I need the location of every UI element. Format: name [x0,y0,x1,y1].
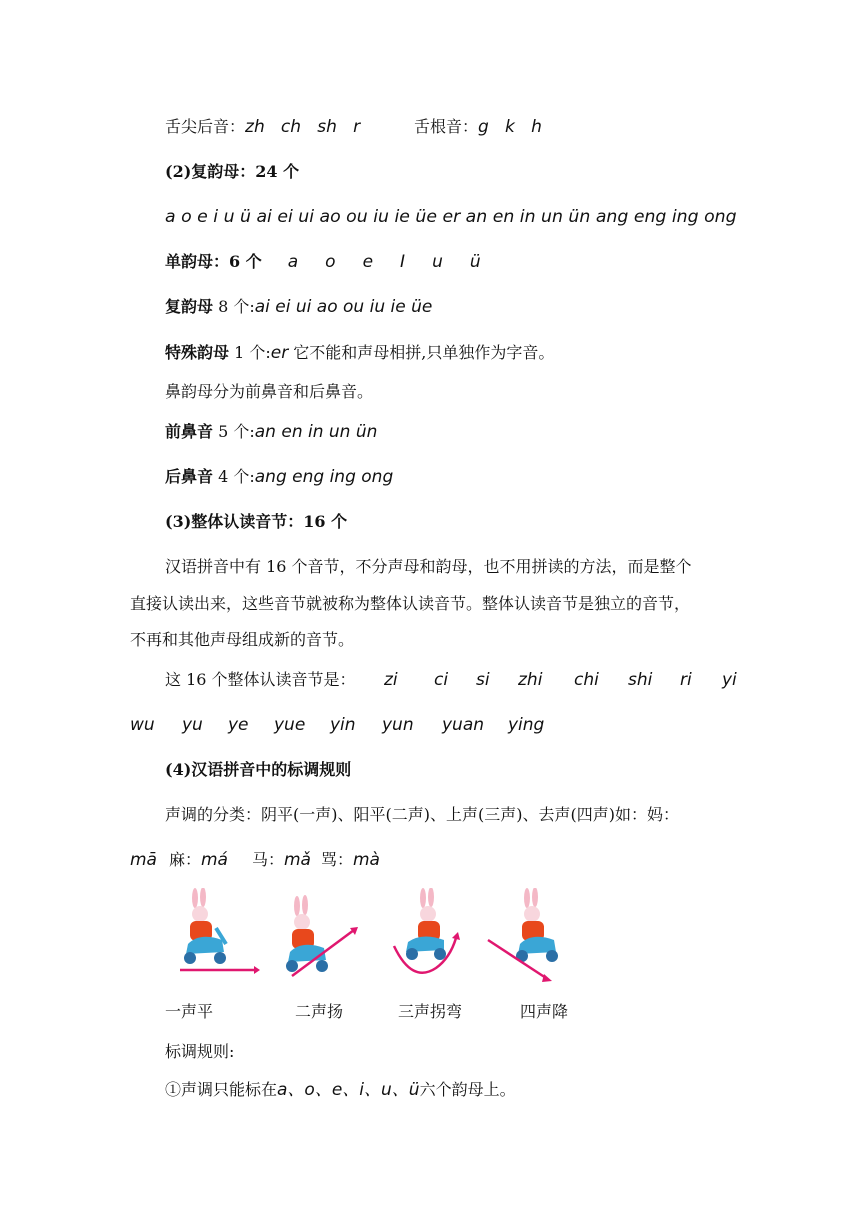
syllable: ye [228,715,249,735]
syllable: zhi [518,670,543,690]
paragraph-line-1: 汉语拼音中有 16 个音节，不分声母和韵母，也不用拼读的方法，而是整个 [165,557,692,576]
heading-whole-syllables: (3)整体认读音节：16 个 [165,512,348,531]
line-compound-finals: 复韵母 8 个:ai ei ui ao ou iu ie üe [165,297,433,317]
syllable: yi [722,670,737,690]
syllable: ying [508,715,545,735]
syllables-intro: 这 16 个整体认读音节是： [165,670,356,689]
syllables-row-1 [384,668,737,692]
syllable: si [476,670,490,690]
line-simple-finals: 单韵母：6 个 a o e I u ü [165,252,481,272]
syllables-row-2 [130,713,544,737]
tone-rule-1: ①声调只能标在a、o、e、i、u、ü六个韵母上。 [165,1080,516,1100]
caption-tone-3: 三声拐弯 [398,1002,463,1021]
line-front-nasal: 前鼻音 5 个:an en in un ün [165,422,378,442]
syllable: yun [382,715,414,735]
heading-tone-rules: (4)汉语拼音中的标调规则 [165,760,352,779]
line-retroflex: 舌尖后音：zh ch sh r [165,117,361,137]
caption-tone-1: 一声平 [165,1002,214,1021]
bunny-scooter-icon [516,888,558,962]
syllable: yin [330,715,356,735]
tone-3-illustration [380,888,470,984]
caption-tone-4: 四声降 [520,1002,569,1021]
syllable: ri [680,670,692,690]
tone-4-illustration [484,888,574,984]
tone-2-illustration [268,888,358,984]
paragraph-line-3: 不再和其他声母组成新的音节。 [130,630,355,649]
tone-rules-label: 标调规则: [165,1042,235,1061]
syllable: wu [130,715,155,735]
tone-examples: mā 麻：má 马：mǎ 骂：mà [130,850,380,870]
syllable: yu [182,715,203,735]
syllable: chi [574,670,599,690]
heading-compound-finals: (2)复韵母：24 个 [165,162,300,181]
line-nasal-intro: 鼻韵母分为前鼻音和后鼻音。 [165,382,374,401]
bunny-scooter-icon [406,888,446,960]
syllable: ci [434,670,449,690]
line-special-final: 特殊韵母 1 个:er 它不能和声母相拼,只单独作为字音。 [165,343,555,363]
syllable: yue [274,715,306,735]
paragraph-line-2: 直接认读出来，这些音节就被称为整体认读音节。整体认读音节是独立的音节， [130,594,691,613]
bunny-scooter-icon [184,888,226,964]
bunny-scooter-icon [286,895,328,972]
tone-1-illustration [170,888,260,984]
syllable: zi [384,670,398,690]
finals-list: a o e i u ü ai ei ui ao ou iu ie üe er an en in un ün ang eng ing ong [165,207,737,227]
syllable: yuan [442,715,485,735]
syllable: shi [628,670,653,690]
caption-tone-2: 二声扬 [295,1002,344,1021]
line-back-nasal: 后鼻音 4 个:ang eng ing ong [165,467,394,487]
tone-classification: 声调的分类：阴平(一声)、阳平(二声)、上声(三声)、去声(四声)如：妈： [165,805,679,824]
line-velar: 舌根音：g k h [414,117,542,137]
